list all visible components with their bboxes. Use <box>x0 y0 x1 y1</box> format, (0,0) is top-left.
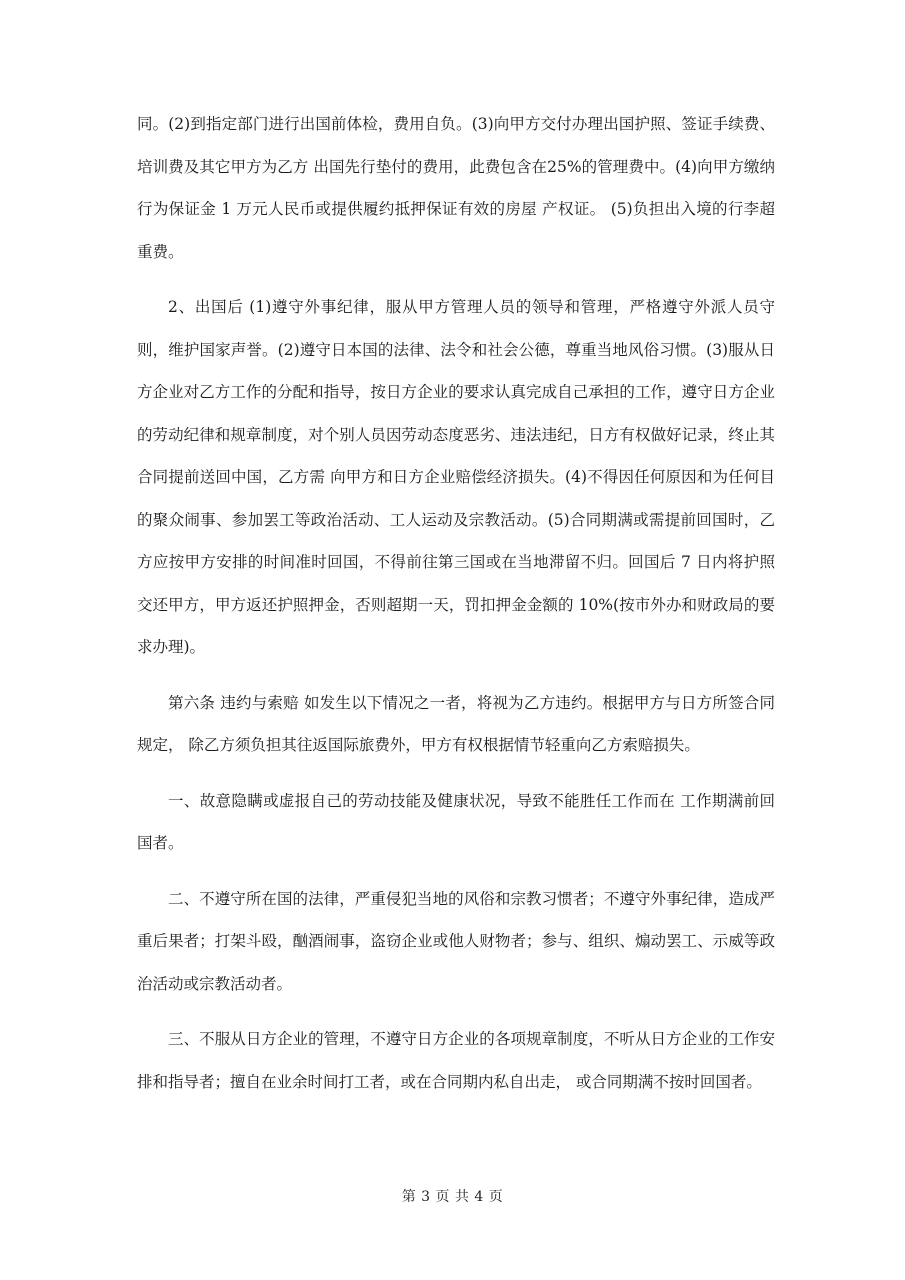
paragraph-clause-three: 三、不服从日方企业的管理，不遵守日方企业的各项规章制度，不听从日方企业的工作安排和指导者；擅自在业余时间打工者，或在合同期内私自出走， 或合同期满不按时回国者。 <box>137 1030 775 1091</box>
page-number-footer: 第 3 页 共 4 页 <box>401 1189 504 1205</box>
paragraph-continuation: 同。(2)到指定部门进行出国前体检，费用自负。(3)向甲方交付办理出国护照、签证手续费、培训费及其它甲方为乙方 出国先行垫付的费用，此费包含在25%的管理费中。(4)向甲方缴纳行为保证金 1 万元人民币或提供履约抵押保证有效的房屋 产权证。 (5)负担出入境的行李超重费。 <box>137 115 775 261</box>
paragraph-article-six: 第六条 违约与索赔 如发生以下情况之一者，将视为乙方违约。根据甲方与日方所签合同规定， 除乙方须负担其往返国际旅费外，甲方有权根据情节轻重向乙方索赔损失。 <box>137 693 775 754</box>
paragraph-clause-two: 二、不遵守所在国的法律，严重侵犯当地的风俗和宗教习惯者；不遵守外事纪律，造成严重后果者；打架斗殴，酗酒闹事，盗窃企业或他人财物者；参与、组织、煽动罢工、示威等政治活动或宗教活动者。 <box>137 889 775 993</box>
paragraph-clause-one: 一、故意隐瞒或虚报自己的劳动技能及健康状况，导致不能胜任工作而在 工作期满前回国者。 <box>137 791 775 852</box>
paragraph-after-departure: 2、出国后 (1)遵守外事纪律，服从甲方管理人员的领导和管理，严格遵守外派人员守则，维护国家声誉。(2)遵守日本国的法律、法令和社会公德，尊重当地风俗习惯。(3)服从日方企业对乙方工作的分配和指导，按日方企业的要求认真完成自己承担的工作，遵守日方企业的劳动纪律和规章制度，对个别人员因劳动态度恶劣、违法违纪，日方有权做好记录，终止其合同提前送回中国，乙方需 向甲方和日方企业赔偿经济损失。(4)不得因任何原因和为任何目的聚众闹事、参加罢工等政治活动、工人运动及宗教活动。(5)合同期满或需提前回国时，乙方应按甲方安排的时间准时回国，不得前往第三国或在当地滞留不归。回国后 7 日内将护照交还甲方，甲方返还护照押金，否则超期一天，罚扣押金金额的 10%(按市外办和财政局的要求办理)。 <box>137 298 775 656</box>
document-body <box>137 103 775 1116</box>
